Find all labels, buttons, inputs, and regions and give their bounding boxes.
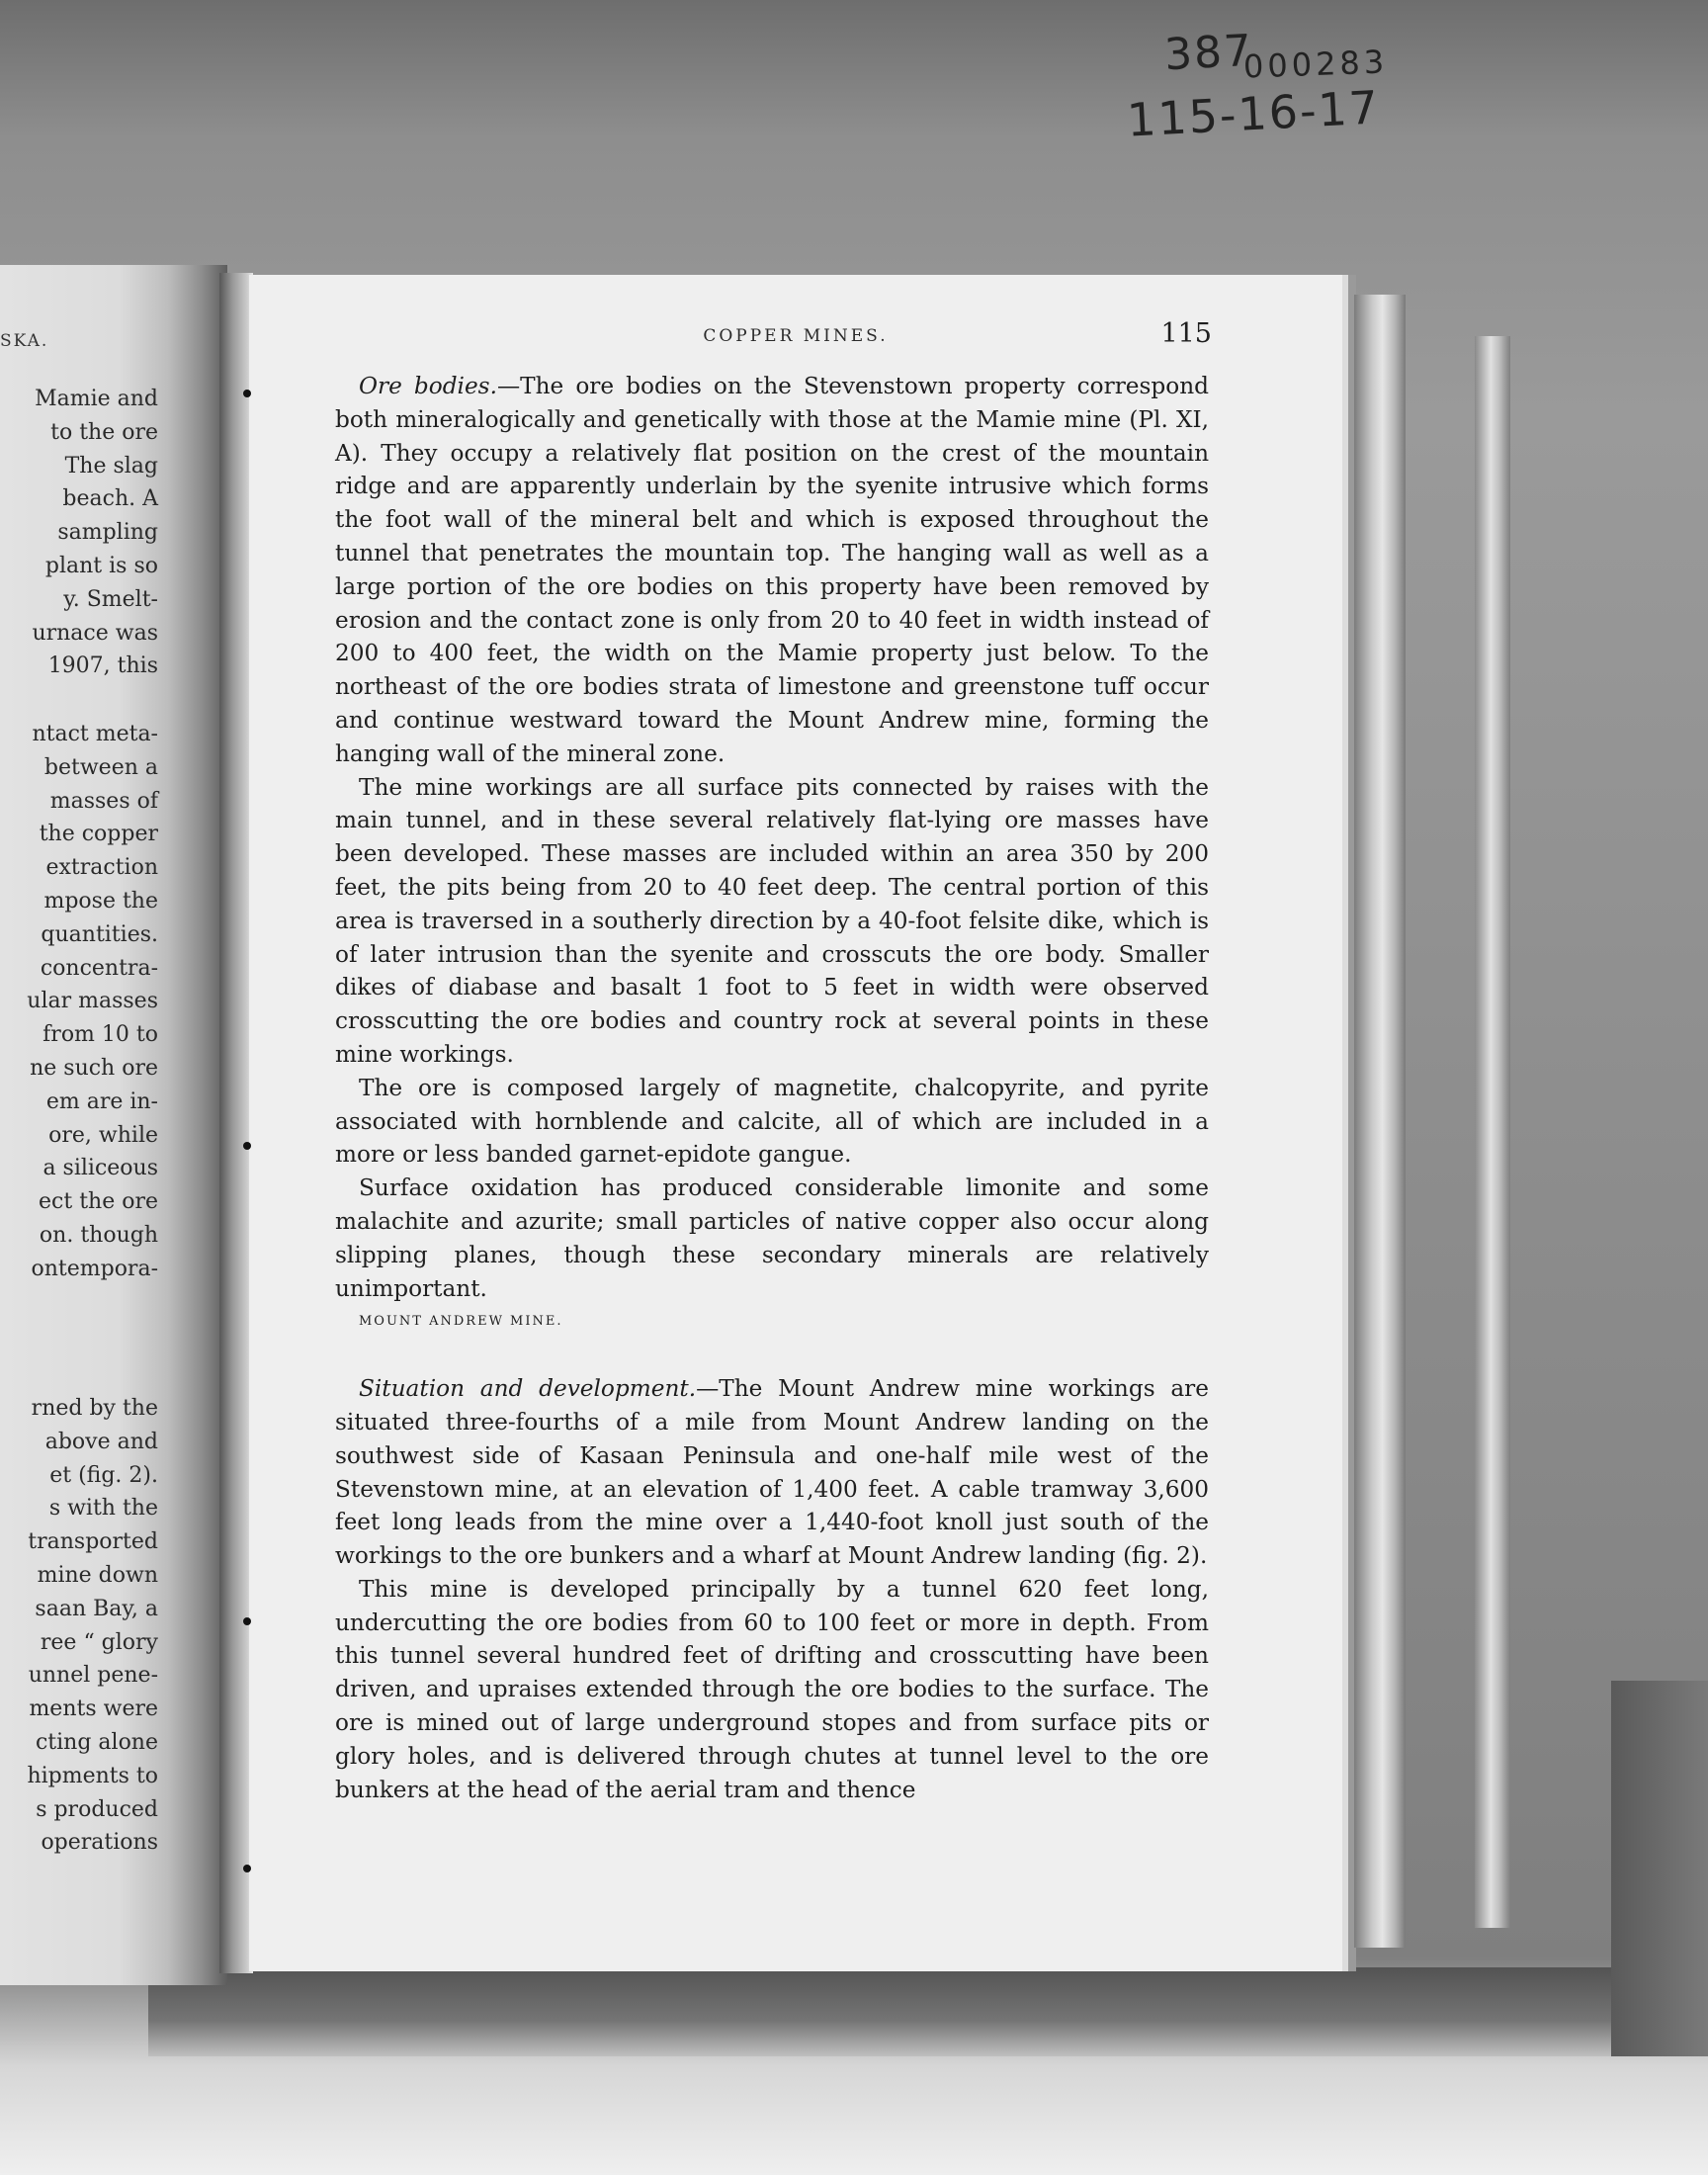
facing-page-line: Mamie and bbox=[35, 387, 158, 411]
annotation-line-2: 115-16-17 bbox=[1125, 80, 1382, 147]
facing-page-line: mine down bbox=[37, 1562, 158, 1588]
facing-page-line: rned by the bbox=[31, 1396, 158, 1421]
book-gutter bbox=[219, 273, 253, 1973]
facing-page-line: operations bbox=[41, 1830, 158, 1856]
facing-page-line: between a bbox=[43, 754, 158, 780]
facing-page-text-block-3 bbox=[27, 1392, 158, 1860]
facing-page-line: ect the ore bbox=[39, 1189, 158, 1215]
facing-page-line: beach. A bbox=[62, 486, 158, 512]
scan-shadow-right bbox=[1611, 1681, 1708, 2056]
section-heading: MOUNT ANDREW MINE. bbox=[359, 1314, 563, 1330]
facing-page-header: SKA. bbox=[0, 331, 49, 351]
facing-page-line: ments were bbox=[29, 1696, 158, 1722]
annotation-overlay-number: 000283 bbox=[1242, 43, 1389, 86]
running-head: COPPER MINES. bbox=[703, 326, 889, 346]
paragraph-ore-bodies bbox=[335, 370, 1209, 771]
facing-page-line: mpose the bbox=[43, 888, 158, 914]
facing-page-line: urnace was bbox=[32, 620, 158, 646]
facing-page-line: from 10 to bbox=[43, 1022, 158, 1048]
book-page bbox=[249, 275, 1342, 1971]
binding-mark bbox=[243, 1142, 251, 1150]
facing-page-line: on. though bbox=[39, 1222, 158, 1248]
page-edge-strip bbox=[1354, 295, 1406, 1948]
facing-page-line: to the ore bbox=[50, 419, 158, 445]
page-number: 115 bbox=[1160, 318, 1212, 349]
facing-page-line: ree “ glory bbox=[40, 1629, 158, 1655]
facing-page-line: masses of bbox=[49, 788, 158, 814]
facing-page-line: s with the bbox=[48, 1496, 158, 1522]
binding-mark bbox=[243, 1617, 251, 1625]
binding-mark bbox=[243, 1865, 251, 1872]
facing-page-line: cting alone bbox=[35, 1729, 158, 1755]
facing-page-line: s produced bbox=[36, 1796, 158, 1822]
binding-mark bbox=[243, 390, 251, 397]
page-body bbox=[335, 370, 1209, 1806]
paragraph-text: —The ore bodies on the Stevenstown property correspond both mineralogically and genetically with those at the Mamie mine (Pl. XI, A). They occupy a relatively flat position on the crest of the mountain ridge and are apparently underlain by the syenite intrusive which forms the foot wall of the mineral belt and which is exposed throughout the tunnel that penetrates the mountain top. The hanging wall as well as a large portion of the ore bodies on this property have been removed by erosion and the contact zone is only from 20 to 40 feet in width instead of 200 to 400 feet, the width on the Mamie property just below. To the northeast of the ore bodies strata of limestone and greenstone tuff occur and continue westward toward the Mount Andrew mine, forming the hanging wall of the mineral zone. bbox=[335, 373, 1209, 767]
facing-page-line: above and bbox=[44, 1429, 158, 1454]
page-edge-strip-outer bbox=[1475, 336, 1510, 1928]
facing-page-line: the copper bbox=[39, 822, 158, 847]
facing-page-line: hipments to bbox=[27, 1763, 158, 1788]
paragraph-lead: Ore bodies. bbox=[359, 373, 497, 399]
annotation-line-1: 387 bbox=[1162, 25, 1255, 81]
facing-page-line: 1907, this bbox=[47, 653, 158, 679]
handwritten-annotation bbox=[1125, 25, 1389, 147]
facing-page-line: ntact meta- bbox=[32, 722, 158, 746]
facing-page-line: The slag bbox=[64, 453, 158, 478]
facing-page-line: ore, while bbox=[48, 1122, 158, 1148]
paragraph-surface-oxidation: Surface oxidation has produced considerable limonite and some malachite and azurite; small particles of native copper also occur along slipping planes, though these secondary minerals are relatively unimportant. bbox=[335, 1174, 1209, 1302]
paragraph-lead: Situation and development. bbox=[359, 1375, 697, 1403]
paragraph-ore-composition: The ore is composed largely of magnetite, chalcopyrite, and pyrite associated with hornblende and calcite, all of which are included in a more or less banded garnet-epidote gangue. bbox=[335, 1074, 1209, 1169]
facing-page-line: a siliceous bbox=[43, 1156, 158, 1181]
facing-page-line: em are in- bbox=[45, 1088, 158, 1114]
paragraph-development: This mine is developed principally by a tunnel 620 feet long, undercutting the ore bodies from 60 to 100 feet or more in depth. From this tunnel several hundred feet of drifting and crosscutting have been driven, and upraises extended through the ore bodies to the surface. The ore is mined out of large underground stopes and from surface pits or glory holes, and is delivered through chutes at tunnel level to the ore bunkers at the head of the aerial tram and thence bbox=[335, 1575, 1209, 1803]
facing-page-text-block-1 bbox=[32, 383, 158, 683]
facing-page-line: et (fig. 2). bbox=[49, 1462, 158, 1488]
scan-shadow-band bbox=[148, 1967, 1651, 2056]
facing-page bbox=[0, 265, 227, 1985]
facing-page-line: extraction bbox=[45, 855, 158, 881]
facing-page-line: quantities. bbox=[41, 921, 158, 947]
facing-page-line: ontempora- bbox=[31, 1256, 158, 1281]
facing-page-line: ne such ore bbox=[30, 1055, 158, 1081]
paragraph-mine-workings: The mine workings are all surface pits connected by raises with the main tunnel, and in these several relatively flat-lying ore masses have been developed. These masses are included within an area 350 by 200 feet, the pits being from 20 to 40 feet deep. The central portion of this area is traversed in a southerly direction by a 40-foot felsite dike, which is of later intrusion than the syenite and crosscuts the ore body. Smaller dikes of diabase and basalt 1 foot to 5 feet in width were observed crosscutting the ore bodies and country rock at several points in these mine workings. bbox=[335, 773, 1209, 1068]
facing-page-line: sampling bbox=[57, 520, 158, 546]
facing-page-line: plant is so bbox=[44, 553, 158, 578]
facing-page-line: transported bbox=[28, 1529, 158, 1555]
facing-page-line: saan Bay, a bbox=[35, 1596, 158, 1621]
facing-page-text-block-2 bbox=[27, 718, 158, 1286]
paragraph-situation bbox=[335, 1372, 1209, 1573]
facing-page-line: concentra- bbox=[40, 955, 158, 981]
facing-page-line: unnel pene- bbox=[28, 1663, 158, 1689]
paragraph-text: —The Mount Andrew mine workings are situated three-fourths of a mile from Mount Andrew landing on the southwest side of Kasaan Peninsula and one-half mile west of the Stevenstown mine, at an elevation of 1,400 feet. A cable tramway 3,600 feet long leads from the mine over a 1,440-foot knoll just south of the workings to the ore bunkers and a wharf at Mount Andrew landing (fig. 2). bbox=[335, 1375, 1209, 1570]
facing-page-line: y. Smelt- bbox=[63, 586, 158, 612]
facing-page-line: ular masses bbox=[27, 989, 158, 1014]
